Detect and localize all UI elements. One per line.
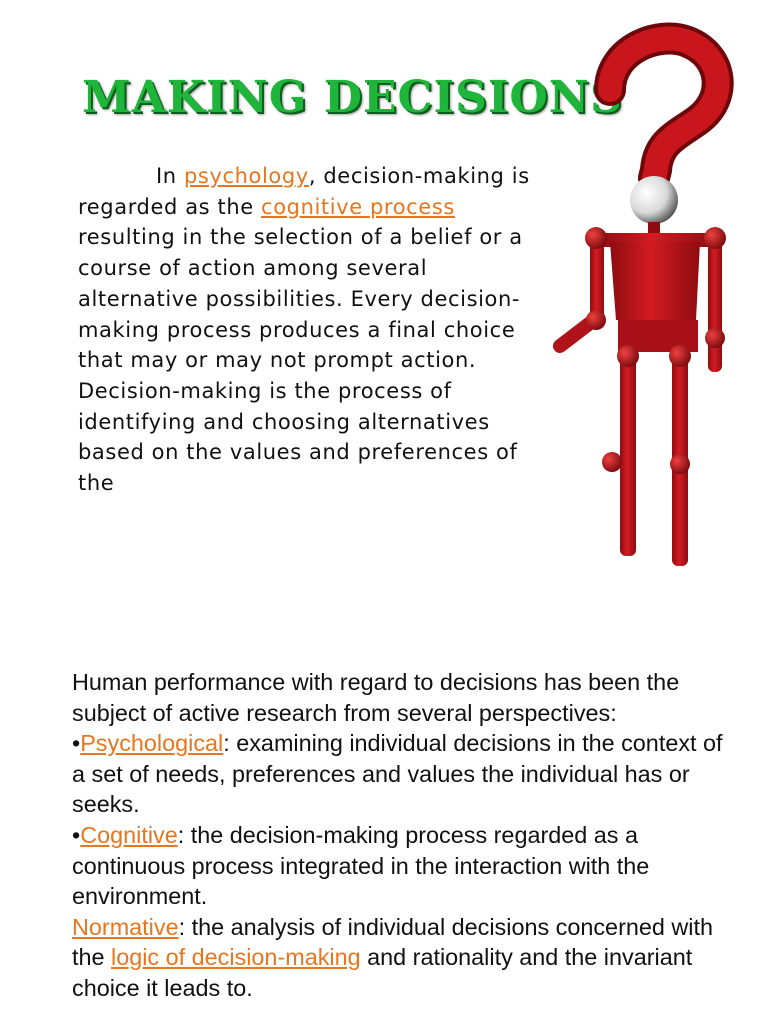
cognitive-process-link[interactable]: cognitive process [261,194,455,219]
page-text [72,667,732,1004]
psychological-link[interactable]: Psychological [80,730,224,757]
psychology-link[interactable]: psychology [183,164,309,188]
text-segment: , decision-making is regarded as the [78,164,530,219]
bullet-psychological [72,728,732,820]
question-mark-figure-icon [548,20,748,580]
bullet-marker: • [72,821,81,848]
intro-paragraph: Human performance with regard to decisions has been the subject of active research from several perspectives: [72,669,680,726]
normative-paragraph [72,912,732,1004]
bullet-marker: • [72,730,81,757]
normative-text: : the analysis of individual decisions concerned with the [72,913,713,971]
slide-title: MAKING DECISIONS [82,72,623,123]
text-segment: resulting in the selection of a belief or a course of action among several alternative possibilities. Every decision-making process produces a final choice that may or may not prompt action. Decision-making is the process of identifying and choosing alternatives based on the values and preferences of the [78,225,523,496]
bullet-text: : examining individual decisions in the context of a set of needs, preferences and values the individual has or seeks. [72,730,723,818]
normative-text-end: and rationality and the invariant choice it leads to. [72,944,693,1001]
normative-link[interactable]: Normative [72,913,179,940]
bullet-text: : the decision-making process regarded as a continuous process integrated in the interaction with the environment. [72,821,650,910]
bullet-cognitive [72,820,732,912]
text-segment: In [156,164,184,188]
slide-paragraph [78,161,546,499]
logic-of-decision-making-link[interactable]: logic of decision-making [111,944,361,971]
cognitive-link[interactable]: Cognitive [80,821,178,848]
